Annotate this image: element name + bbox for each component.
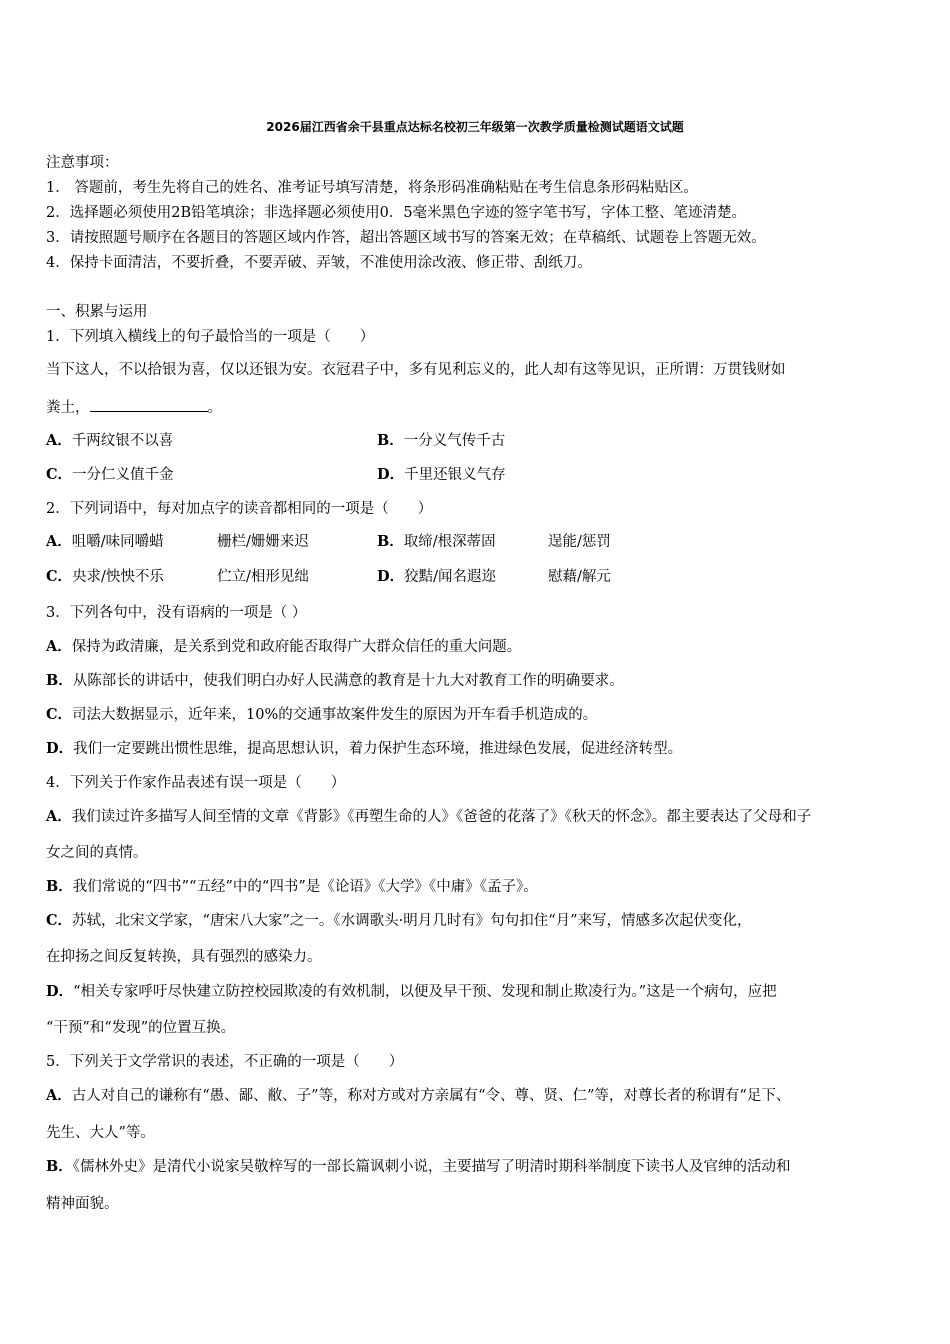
question-1-passage-line-1: 当下这人，不以拾银为喜，仅以还银为安。衣冠君子中，多有见利忘义的，此人却有这等见识，正所谓：万贯钱财如 [46, 362, 786, 378]
question-1-stem: 1．下列填入横线上的句子最恰当的一项是（ ） [46, 329, 375, 345]
q5-option-a-cont: 先生、大人”等。 [46, 1125, 155, 1141]
q4-option-c: C．苏轼，北宋文学家，“唐宋八大家”之一。《水调歌头·明月几时有》句句扣住“月”来写，情感多次起伏变化， [46, 912, 752, 929]
q4-option-a-cont: 女之间的真情。 [46, 845, 148, 861]
question-1-passage-line-2 [46, 397, 222, 418]
q5-option-b-cont: 精神面貌。 [46, 1196, 119, 1212]
q3-option-b: B．从陈部长的讲话中，使我们明白办好人民满意的教育是十九大对教育工作的明确要求。 [46, 672, 624, 689]
notice-heading: 注意事项： [46, 155, 119, 171]
q5-option-a: A．古人对自己的谦称有“愚、鄙、敝、子”等，称对方或对方亲属有“令、尊、贤、仁”等，对尊长者的称谓有“足下、 [46, 1087, 791, 1104]
q4-option-b: B．我们常说的“四书”“五经”中的“四书”是《论语》《大学》《中庸》《孟子》。 [46, 878, 538, 895]
notice-item-3: 3．请按照题号顺序在各题目的答题区域内作答，超出答题区域书写的答案无效；在草稿纸、试题卷上答题无效。 [46, 230, 766, 246]
q2-option-a-word-2: 栅栏/姗姗来迟 [217, 534, 309, 550]
notice-item-1: 1． 答题前，考生先将自己的姓名、准考证号填写清楚，将条形码准确粘贴在考生信息条形码粘贴区。 [46, 180, 698, 196]
q1-option-b: B．一分义气传千古 [377, 432, 506, 449]
passage-end: 。 [207, 400, 222, 416]
question-3-stem: 3．下列各句中，没有语病的一项是（ ） [46, 605, 307, 621]
q1-option-a: A．千两纹银不以喜 [46, 432, 174, 449]
question-4-stem: 4．下列关于作家作品表述有误一项是（ ） [46, 775, 346, 791]
q5-option-b: B．《儒林外史》是清代小说家吴敬梓写的一部长篇讽刺小说，主要描写了明清时期科举制度下读书人及官绅的活动和 [46, 1158, 791, 1175]
fill-blank [90, 397, 208, 412]
section-heading: 一、积累与运用 [46, 304, 148, 320]
q3-option-a: A．保持为政清廉，是关系到党和政府能否取得广大群众信任的重大问题。 [46, 638, 522, 655]
q2-option-c-word-2: 伫立/相形见绌 [217, 569, 309, 585]
q3-option-c: C．司法大数据显示，近年来，10%的交通事故案件发生的原因为开车看手机造成的。 [46, 706, 598, 723]
q2-option-d-word-2: 慰藉/解元 [548, 569, 611, 585]
q2-option-b: B．取缔/根深蒂固 [377, 533, 496, 550]
notice-item-2: 2．选择题必须使用2B铅笔填涂；非选择题必须使用0．5毫米黑色字迹的签字笔书写，字体工整、笔迹清楚。 [46, 205, 747, 221]
passage-text: 粪土， [46, 400, 90, 416]
q2-option-b-word-2: 逞能/惩罚 [548, 534, 611, 550]
q2-option-c: C．央求/怏怏不乐 [46, 568, 164, 585]
q4-option-a: A．我们读过许多描写人间至情的文章《背影》《再塑生命的人》《爸爸的花落了》《秋天的怀念》。都主要表达了父母和子 [46, 808, 812, 825]
q2-option-d: D．狡黠/闻名遐迩 [377, 568, 496, 585]
q2-option-a: A．咀嚼/味同嚼蜡 [46, 533, 164, 550]
notice-item-4: 4．保持卡面清洁，不要折叠，不要弄破、弄皱，不准使用涂改液、修正带、刮纸刀。 [46, 255, 592, 271]
question-5-stem: 5．下列关于文学常识的表述，不正确的一项是（ ） [46, 1054, 404, 1070]
q4-option-d: D．“相关专家呼吁尽快建立防控校园欺凌的有效机制，以便及早干预、发现和制止欺凌行为。”这是一个病句，应把 [46, 983, 777, 1000]
q4-option-c-cont: 在抑扬之间反复转换，具有强烈的感染力。 [46, 949, 322, 965]
q4-option-d-cont: “干预”和“发现”的位置互换。 [46, 1020, 236, 1036]
q3-option-d: D．我们一定要跳出惯性思维，提高思想认识，着力保护生态环境，推进绿色发展，促进经济转型。 [46, 740, 683, 757]
question-2-stem: 2．下列词语中，每对加点字的读音都相同的一项是（ ） [46, 501, 433, 517]
page-title: 2026届江西省余干县重点达标名校初三年级第一次教学质量检测试题语文试题 [266, 120, 684, 134]
q1-option-d: D．千里还银义气存 [377, 466, 506, 483]
q1-option-c: C．一分仁义值千金 [46, 466, 174, 483]
